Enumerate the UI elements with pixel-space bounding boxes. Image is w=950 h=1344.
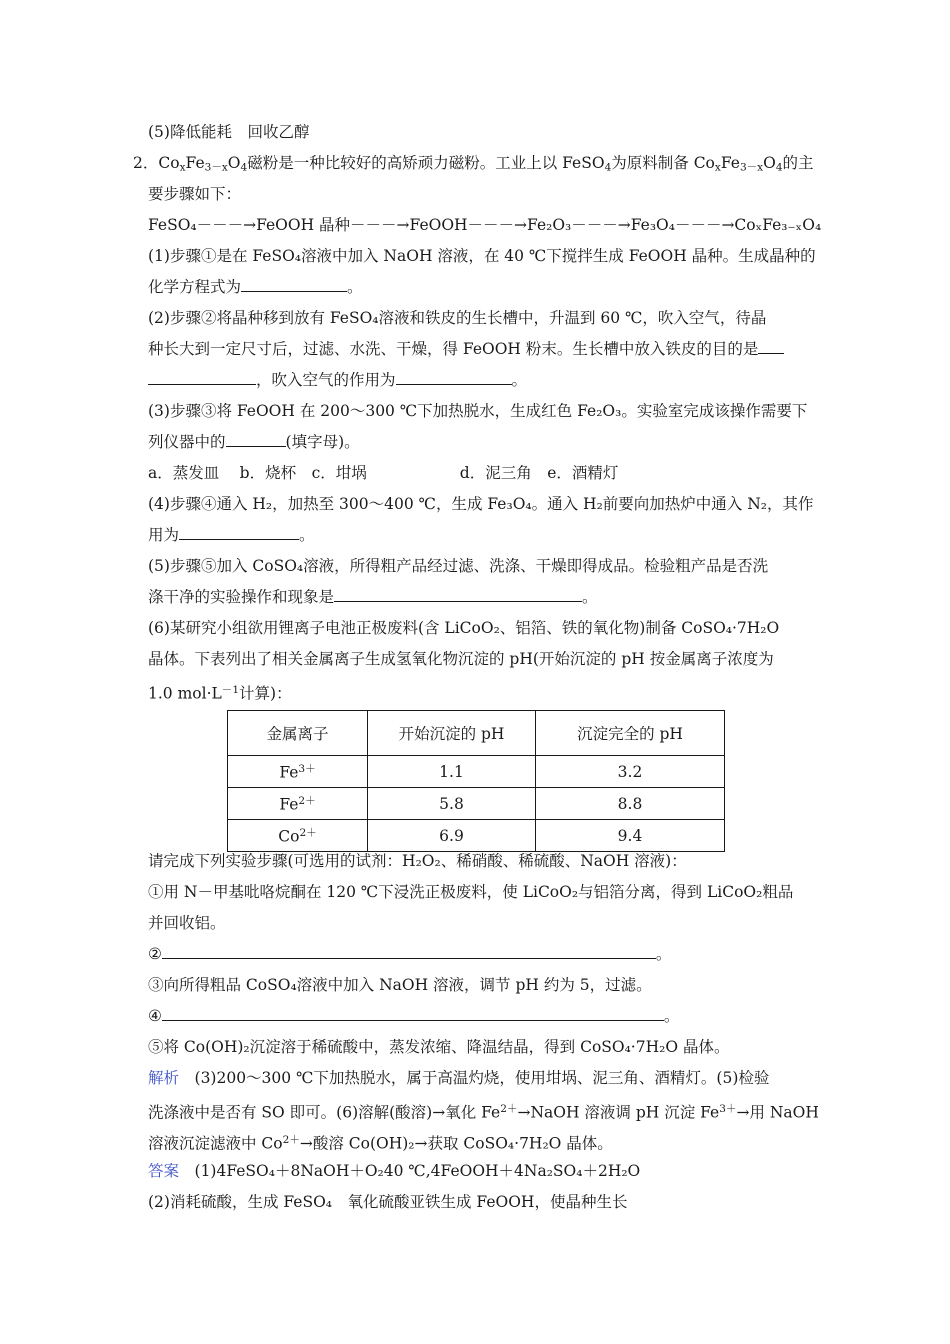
question-part-6-cont2: 1.0 $mol\cdot L^{-1}$计算)： [148,684,292,703]
experiment-steps-intro: 请完成下列实验步骤(可选用的试剂：H₂O₂、稀硝酸、稀硫酸、NaOH 溶液)： [148,852,687,870]
question-part-6: (6)某研究小组欲用锂离子电池正极废料(含 LiCoO₂、铝箔、铁的氧化物)制备 CoSO₄·7H₂O [148,619,780,637]
step-5: ⑤将 Co(OH)₂沉淀溶于稀硫酸中，蒸发浓缩、降温结晶，得到 CoSO₄·7H₂O 晶体。 [148,1038,730,1056]
table-header-cell: 沉淀完全的 pH [536,711,725,756]
table-cell-ion: $Fe^{3+}$ [228,756,368,788]
answer-blank[interactable] [241,277,347,292]
step-3: ③向所得粗品 CoSO₄溶液中加入 NaOH 溶液，调节 pH 约为 5，过滤。 [148,976,652,994]
question-part-5-cont: 涤干净的实验操作和现象是 。 [148,588,598,606]
table-cell-end: 9.4 [536,820,725,852]
question-part-2-cont: 种长大到一定尺寸后，过滤、水洗、干燥，得 FeOOH 粉末。生长槽中放入铁皮的目的是 [148,338,784,360]
table-header-cell: 金属离子 [228,711,368,756]
question-part-5: (5)步骤⑤加入 CoSO₄溶液，所得粗产品经过滤、洗涤、干燥即得成品。检验粗产品是否洗 [148,557,769,575]
table-cell-ion: $Fe^{2+}$ [228,788,368,820]
line-steps-intro: 要步骤如下： [148,185,242,203]
question-part-2: (2)步骤②将晶种移到放有 FeSO₄溶液和铁皮的生长槽中，升温到 60 ℃，吹入空气，待晶 [148,309,767,327]
analysis-label: 解析 [148,1069,180,1087]
question-part-4: (4)步骤④通入 H₂，加热至 300～400 ℃，生成 Fe₃O₄。通入 H₂前要向加热炉中通入 N₂，其作 [148,495,814,513]
answer-label: 答案 [148,1162,180,1180]
question-part-1: (1)步骤①是在 FeSO₄溶液中加入 NaOH 溶液，在 40 ℃下搅拌生成 FeOOH 晶种。生成晶种的 [148,247,816,265]
question-part-3-options: a．蒸发皿 b．烧杯 c．坩埚 d．泥三角 e．酒精灯 [148,464,619,482]
table-header-row [228,711,725,756]
answer-blank[interactable] [162,1006,664,1021]
question-part-6-cont: 晶体。下表列出了相关金属离子生成氢氧化物沉淀的 pH(开始沉淀的 pH 按金属离子浓度为 [148,650,774,668]
table-row [228,756,725,788]
table-cell-start: 1.1 [368,756,536,788]
answer-line-1: 答案 (1)4FeSO₄＋8NaOH＋O₂40 ℃,4FeOOH＋4Na₂SO₄＋2H₂O [148,1162,641,1180]
analysis-line-2: 洗涤液中是否有 SO 即可。(6)溶解(酸溶)→氧化 $Fe^{2+}\to NaOH$ 溶液调 pH 沉淀 $Fe^{3+}\to$用 NaOH [148,1103,819,1122]
table-row [228,788,725,820]
answer-blank[interactable] [226,432,286,447]
table-cell-start: 5.8 [368,788,536,820]
table-cell-end: 8.8 [536,788,725,820]
step-4: ④ 。 [148,1007,680,1025]
answer-blank[interactable] [179,525,299,540]
step-2: ② 。 [148,945,672,963]
ph-table [227,710,725,852]
answer-blank[interactable] [758,339,784,354]
question-part-2-cont2: ，吹入空气的作用为 。 [148,369,527,391]
step-1: ①用 N－甲基吡咯烷酮在 120 ℃下浸洗正极废料，使 LiCoO₂与铝箔分离，得到 LiCoO₂粗品 [148,883,794,901]
table-row [228,820,725,852]
answer-blank[interactable] [148,370,256,385]
question-part-4-cont: 用为 。 [148,526,315,544]
question-2-intro: 2．$Co_xFe_{3-x}O_4$磁粉是一种比较好的高矫顽力磁粉。工业上以 FeSO$_4$为原料制备 $Co_xFe_{3-x}O_4$的主 [133,154,814,174]
table-header-cell: 开始沉淀的 pH [368,711,536,756]
answer-blank[interactable] [334,587,582,602]
table-cell-ion: $Co^{2+}$ [228,820,368,852]
line-answer-5: (5)降低能耗 回收乙醇 [148,123,310,141]
reaction-flow: FeSO₄－－－→FeOOH 晶种－－－→FeOOH－－－→Fe₂O₃－－－→Fe₃O₄－－－→CoₓFe₃₋ₓO₄ [148,216,822,234]
step-1-cont: 并回收铝。 [148,914,226,932]
question-part-1-cont: 化学方程式为 。 [148,278,363,296]
table-cell-end: 3.2 [536,756,725,788]
answer-blank[interactable] [396,370,512,385]
answer-line-2: (2)消耗硫酸，生成 FeSO₄ 氧化硫酸亚铁生成 FeOOH，使晶种生长 [148,1193,628,1211]
question-part-3-cont: 列仪器中的 (填字母)。 [148,433,360,451]
analysis-line-3: 溶液沉淀滤液中 $Co^{2+}\to$酸溶 Co(OH)₂→获取 CoSO₄·7H₂O 晶体。 [148,1134,613,1153]
table-cell-start: 6.9 [368,820,536,852]
question-number: 2． [133,154,159,172]
question-part-3: (3)步骤③将 FeOOH 在 200～300 ℃下加热脱水，生成红色 Fe₂O₃。实验室完成该操作需要下 [148,402,808,420]
analysis-line-1: 解析 (3)200～300 ℃下加热脱水，属于高温灼烧，使用坩埚、泥三角、酒精灯。(5)检验 [148,1069,770,1087]
answer-blank[interactable] [162,944,656,959]
